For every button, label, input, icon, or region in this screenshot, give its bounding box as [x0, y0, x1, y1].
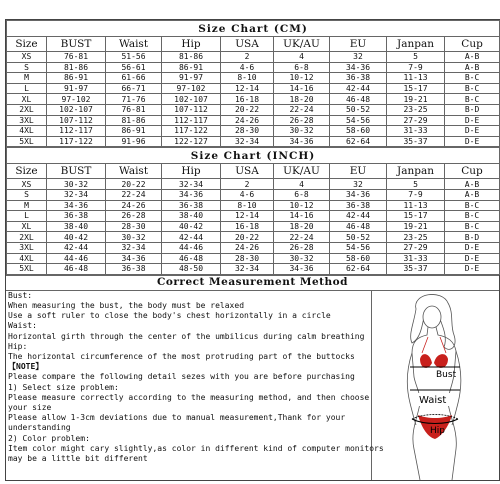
- table-cell: A-B: [445, 52, 500, 63]
- note-label: 【NOTE】: [8, 362, 44, 372]
- inch-header-uk-au: UK/AU: [274, 164, 330, 179]
- table-cell: 54-56: [330, 115, 387, 126]
- table-cell: 32-34: [221, 264, 274, 275]
- inch-header-row: [7, 164, 500, 179]
- text-line: Hip:: [8, 341, 28, 351]
- table-cell: 81-86: [106, 115, 162, 126]
- table-cell: 19-21: [387, 221, 445, 232]
- table-cell: 2XL: [7, 232, 47, 243]
- table-row: [7, 52, 500, 63]
- inch-size-table: [6, 147, 500, 274]
- table-cell: 14-16: [274, 83, 330, 94]
- table-cell: 5: [387, 52, 445, 63]
- table-cell: 62-64: [330, 136, 387, 147]
- table-cell: 36-38: [47, 211, 106, 222]
- inch-header-bust: BUST: [47, 164, 106, 179]
- table-cell: 24-26: [106, 200, 162, 211]
- table-cell: 36-38: [330, 73, 387, 84]
- table-cell: 4XL: [7, 126, 47, 137]
- measurement-title: Correct Measurement Method: [6, 275, 499, 291]
- inch-header-waist: Waist: [106, 164, 162, 179]
- cm-header-bust: BUST: [47, 37, 106, 52]
- table-cell: 76-81: [47, 52, 106, 63]
- table-cell: 24-26: [221, 115, 274, 126]
- table-cell: 15-17: [387, 211, 445, 222]
- table-cell: L: [7, 83, 47, 94]
- cm-size-table: [6, 20, 500, 147]
- text-line: Please measure correctly according to the measuring method, and then choose: [8, 392, 370, 402]
- table-cell: 34-36: [162, 189, 221, 200]
- table-cell: 22-24: [274, 104, 330, 115]
- note-lines: [8, 372, 384, 464]
- table-cell: 42-44: [47, 242, 106, 253]
- inch-table-body: [7, 179, 500, 274]
- table-cell: B-C: [445, 83, 500, 94]
- table-cell: 36-38: [162, 200, 221, 211]
- table-row: [7, 264, 500, 275]
- text-line: Please allow 1-3cm deviations due to manual measurement,Thank for your: [8, 413, 346, 423]
- table-cell: 56-61: [106, 62, 162, 73]
- table-cell: 38-40: [47, 221, 106, 232]
- table-cell: 4-6: [221, 62, 274, 73]
- table-row: [7, 136, 500, 147]
- table-cell: 34-36: [47, 200, 106, 211]
- inch-header-eu: EU: [330, 164, 387, 179]
- table-row: [7, 189, 500, 200]
- cm-table-body: [7, 52, 500, 147]
- table-cell: 10-12: [274, 200, 330, 211]
- table-cell: 102-107: [47, 104, 106, 115]
- table-cell: 12-14: [221, 211, 274, 222]
- table-cell: 8-10: [221, 200, 274, 211]
- table-cell: 58-60: [330, 253, 387, 264]
- table-row: [7, 126, 500, 137]
- table-row: [7, 73, 500, 84]
- size-chart-document: [5, 19, 500, 481]
- table-cell: 40-42: [162, 221, 221, 232]
- table-cell: 38-40: [162, 211, 221, 222]
- table-cell: 107-112: [162, 104, 221, 115]
- table-cell: 112-117: [162, 115, 221, 126]
- woman-figure-icon: [372, 291, 498, 480]
- table-cell: 4: [274, 179, 330, 190]
- table-cell: 4XL: [7, 253, 47, 264]
- table-cell: 34-36: [274, 136, 330, 147]
- table-cell: D-E: [445, 264, 500, 275]
- table-cell: 86-91: [47, 73, 106, 84]
- table-cell: B-C: [445, 200, 500, 211]
- table-cell: XS: [7, 52, 47, 63]
- table-cell: 3XL: [7, 115, 47, 126]
- table-cell: 26-28: [274, 115, 330, 126]
- table-cell: 28-30: [106, 221, 162, 232]
- table-cell: 11-13: [387, 73, 445, 84]
- text-line: Please compare the following detail sezes with you are before purchasing: [8, 372, 355, 382]
- table-cell: 20-22: [221, 104, 274, 115]
- table-row: [7, 242, 500, 253]
- table-cell: 34-36: [106, 253, 162, 264]
- table-cell: D-E: [445, 115, 500, 126]
- table-cell: 97-102: [162, 83, 221, 94]
- table-cell: 28-30: [221, 126, 274, 137]
- body-figure-illustration: [372, 291, 499, 480]
- inch-header-usa: USA: [221, 164, 274, 179]
- table-cell: 44-46: [47, 253, 106, 264]
- table-cell: 30-32: [274, 126, 330, 137]
- table-cell: 46-48: [330, 221, 387, 232]
- table-cell: 91-97: [162, 73, 221, 84]
- table-cell: 46-48: [330, 94, 387, 105]
- table-cell: L: [7, 211, 47, 222]
- table-cell: M: [7, 73, 47, 84]
- inch-header-janpan: Janpan: [387, 164, 445, 179]
- table-cell: 112-117: [47, 126, 106, 137]
- table-cell: 32-34: [47, 189, 106, 200]
- table-cell: 30-32: [274, 253, 330, 264]
- text-line: 2) Color problem:: [8, 433, 90, 443]
- cm-header-hip: Hip: [162, 37, 221, 52]
- table-cell: 4-6: [221, 189, 274, 200]
- table-cell: S: [7, 62, 47, 73]
- cm-header-cup: Cup: [445, 37, 500, 52]
- table-cell: 24-26: [221, 242, 274, 253]
- table-cell: 20-22: [221, 232, 274, 243]
- table-cell: 23-25: [387, 104, 445, 115]
- text-line: The horizontal circumference of the most protruding part of the buttocks: [8, 351, 355, 361]
- table-cell: 2XL: [7, 104, 47, 115]
- measurement-text: [6, 290, 384, 480]
- table-row: [7, 211, 500, 222]
- table-cell: 16-18: [221, 221, 274, 232]
- inch-header-hip: Hip: [162, 164, 221, 179]
- measurement-section: [6, 291, 499, 480]
- table-cell: B-C: [445, 73, 500, 84]
- table-row: [7, 62, 500, 73]
- cm-header-janpan: Janpan: [387, 37, 445, 52]
- text-line: your size: [8, 402, 52, 412]
- table-cell: M: [7, 200, 47, 211]
- table-cell: 34-36: [330, 62, 387, 73]
- table-cell: D-E: [445, 242, 500, 253]
- table-cell: 97-102: [47, 94, 106, 105]
- text-line: Waist:: [8, 321, 37, 331]
- table-cell: 27-29: [387, 242, 445, 253]
- table-row: [7, 253, 500, 264]
- table-cell: 2: [221, 52, 274, 63]
- table-cell: 27-29: [387, 115, 445, 126]
- table-cell: 81-86: [162, 52, 221, 63]
- table-cell: 32: [330, 52, 387, 63]
- waist-label: Waist: [419, 394, 447, 406]
- table-cell: 58-60: [330, 126, 387, 137]
- table-cell: D-E: [445, 126, 500, 137]
- table-cell: 12-14: [221, 83, 274, 94]
- table-cell: 42-44: [330, 83, 387, 94]
- table-cell: 26-28: [274, 242, 330, 253]
- table-cell: 28-30: [221, 253, 274, 264]
- table-cell: 3XL: [7, 242, 47, 253]
- text-line: Item color might cary slightly,as color in different kind of computer monitors: [8, 443, 384, 453]
- table-row: [7, 221, 500, 232]
- table-cell: 46-48: [162, 253, 221, 264]
- table-cell: A-B: [445, 189, 500, 200]
- table-cell: 31-33: [387, 253, 445, 264]
- table-cell: 18-20: [274, 94, 330, 105]
- table-cell: B-C: [445, 94, 500, 105]
- inch-chart-title: Size Chart (INCH): [7, 148, 500, 164]
- table-cell: 44-46: [162, 242, 221, 253]
- cm-header-size: Size: [7, 37, 47, 52]
- text-line: When measuring the bust, the body must be relaxed: [8, 300, 245, 310]
- table-cell: 51-56: [106, 52, 162, 63]
- measurement-lines: [8, 291, 371, 362]
- table-cell: 34-36: [330, 189, 387, 200]
- table-cell: 19-21: [387, 94, 445, 105]
- table-cell: 2: [221, 179, 274, 190]
- table-cell: 16-18: [221, 94, 274, 105]
- table-cell: 7-9: [387, 62, 445, 73]
- table-cell: 32: [330, 179, 387, 190]
- table-row: [7, 83, 500, 94]
- table-cell: 46-48: [47, 264, 106, 275]
- table-cell: 86-91: [106, 126, 162, 137]
- table-cell: 5: [387, 179, 445, 190]
- table-cell: 102-107: [162, 94, 221, 105]
- table-cell: 117-122: [47, 136, 106, 147]
- table-cell: A-B: [445, 179, 500, 190]
- table-cell: 86-91: [162, 62, 221, 73]
- table-cell: 71-76: [106, 94, 162, 105]
- table-row: [7, 200, 500, 211]
- table-cell: A-B: [445, 62, 500, 73]
- table-cell: 50-52: [330, 104, 387, 115]
- table-cell: 62-64: [330, 264, 387, 275]
- table-cell: D-E: [445, 136, 500, 147]
- bust-label: Bust: [436, 369, 457, 380]
- table-cell: 4: [274, 52, 330, 63]
- table-cell: 42-44: [330, 211, 387, 222]
- table-cell: 10-12: [274, 73, 330, 84]
- text-line: 1) Select size problem:: [8, 382, 119, 392]
- table-row: [7, 115, 500, 126]
- cm-header-waist: Waist: [106, 37, 162, 52]
- table-cell: 122-127: [162, 136, 221, 147]
- table-cell: 31-33: [387, 126, 445, 137]
- table-cell: 81-86: [47, 62, 106, 73]
- text-line: Horizontal girth through the center of the umbilicus during calm breathing: [8, 331, 365, 341]
- table-cell: 5XL: [7, 136, 47, 147]
- table-cell: 40-42: [47, 232, 106, 243]
- table-cell: 26-28: [106, 211, 162, 222]
- inch-header-size: Size: [7, 164, 47, 179]
- table-cell: 6-8: [274, 62, 330, 73]
- table-cell: 34-36: [274, 264, 330, 275]
- table-row: [7, 104, 500, 115]
- cm-header-uk-au: UK/AU: [274, 37, 330, 52]
- table-cell: S: [7, 189, 47, 200]
- table-cell: 66-71: [106, 83, 162, 94]
- table-cell: 91-96: [106, 136, 162, 147]
- cm-header-usa: USA: [221, 37, 274, 52]
- table-cell: 35-37: [387, 136, 445, 147]
- text-line: Bust:: [8, 290, 33, 300]
- table-cell: 18-20: [274, 221, 330, 232]
- table-cell: 8-10: [221, 73, 274, 84]
- table-cell: 32-34: [221, 136, 274, 147]
- table-cell: 23-25: [387, 232, 445, 243]
- table-cell: 107-112: [47, 115, 106, 126]
- text-line: understanding: [8, 423, 71, 433]
- table-cell: 36-38: [330, 200, 387, 211]
- table-cell: 48-50: [162, 264, 221, 275]
- table-cell: 76-81: [106, 104, 162, 115]
- text-line: may be a little bit different: [8, 453, 148, 463]
- table-cell: 36-38: [106, 264, 162, 275]
- table-cell: B-C: [445, 221, 500, 232]
- table-cell: 117-122: [162, 126, 221, 137]
- table-cell: 6-8: [274, 189, 330, 200]
- table-cell: 30-32: [106, 232, 162, 243]
- table-cell: B-D: [445, 232, 500, 243]
- table-cell: 14-16: [274, 211, 330, 222]
- table-cell: 54-56: [330, 242, 387, 253]
- table-cell: 50-52: [330, 232, 387, 243]
- table-cell: 61-66: [106, 73, 162, 84]
- table-cell: 32-34: [162, 179, 221, 190]
- inch-header-cup: Cup: [445, 164, 500, 179]
- table-cell: 35-37: [387, 264, 445, 275]
- table-row: [7, 179, 500, 190]
- table-cell: XS: [7, 179, 47, 190]
- table-cell: 91-97: [47, 83, 106, 94]
- table-cell: XL: [7, 94, 47, 105]
- table-cell: 22-24: [274, 232, 330, 243]
- table-cell: 30-32: [47, 179, 106, 190]
- table-cell: 5XL: [7, 264, 47, 275]
- table-cell: D-E: [445, 253, 500, 264]
- table-cell: B-C: [445, 211, 500, 222]
- cm-header-eu: EU: [330, 37, 387, 52]
- table-cell: 15-17: [387, 83, 445, 94]
- cm-header-row: [7, 37, 500, 52]
- cm-chart-title: Size Chart (CM): [7, 21, 500, 37]
- table-row: [7, 232, 500, 243]
- table-cell: 22-24: [106, 189, 162, 200]
- hip-label: Hip: [430, 425, 445, 436]
- table-row: [7, 94, 500, 105]
- table-cell: 20-22: [106, 179, 162, 190]
- table-cell: B-D: [445, 104, 500, 115]
- text-line: Use a soft ruler to close the body's chest horizontally in a circle: [8, 311, 331, 321]
- table-cell: 7-9: [387, 189, 445, 200]
- table-cell: 11-13: [387, 200, 445, 211]
- table-cell: 32-34: [106, 242, 162, 253]
- table-cell: 42-44: [162, 232, 221, 243]
- table-cell: XL: [7, 221, 47, 232]
